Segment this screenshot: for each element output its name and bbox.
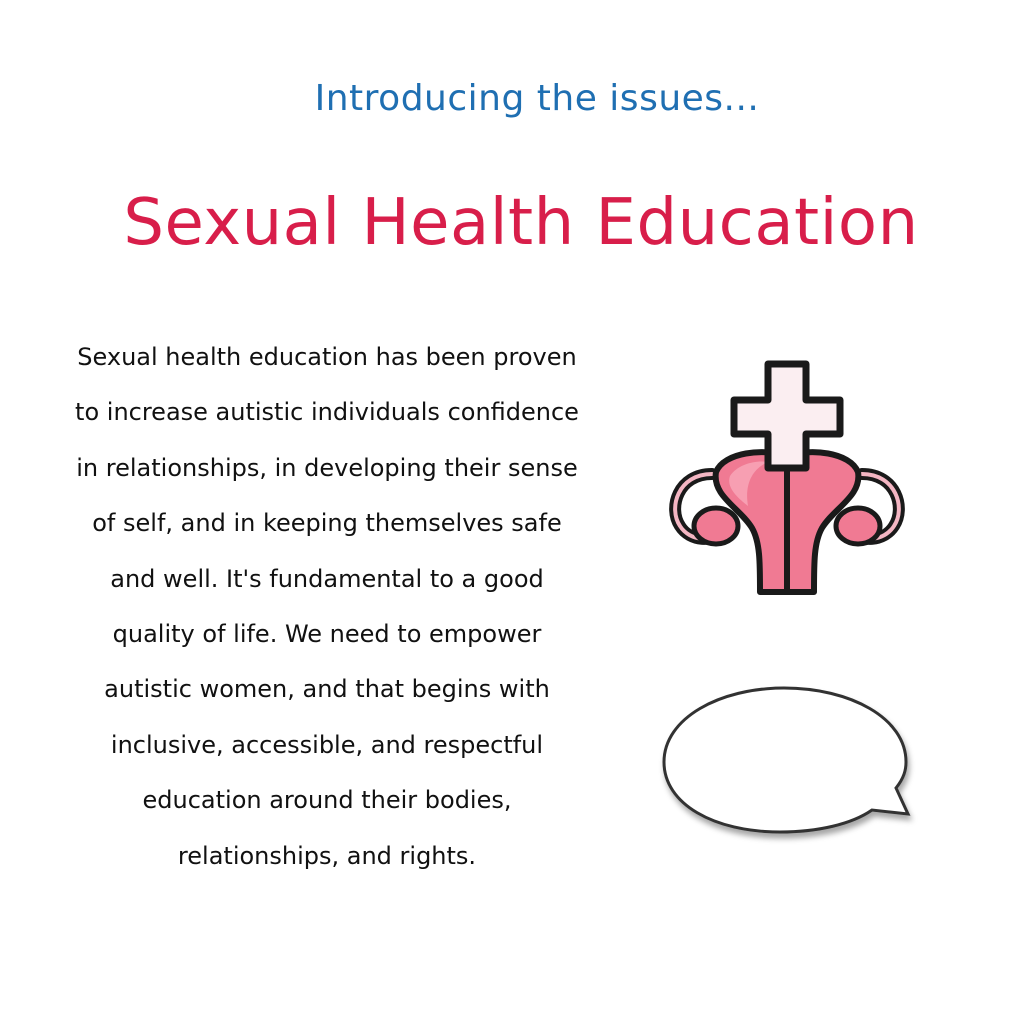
- section-kicker: Introducing the issues...: [314, 78, 760, 119]
- speech-bubble: [656, 680, 918, 850]
- body-paragraph: Sexual health education has been proven to increase autistic individuals confidence in relationships, in developing their sense of self, and in keeping themselves safe and well. It's fundamental to a good quality of life. We need to empower autistic women, and that begins with inclusive, accessible, and respectful education around their bodies, relationships, and rights.: [75, 343, 579, 870]
- page-title: Sexual Health Education: [123, 186, 919, 260]
- uterus-with-medical-cross-icon: [664, 356, 910, 598]
